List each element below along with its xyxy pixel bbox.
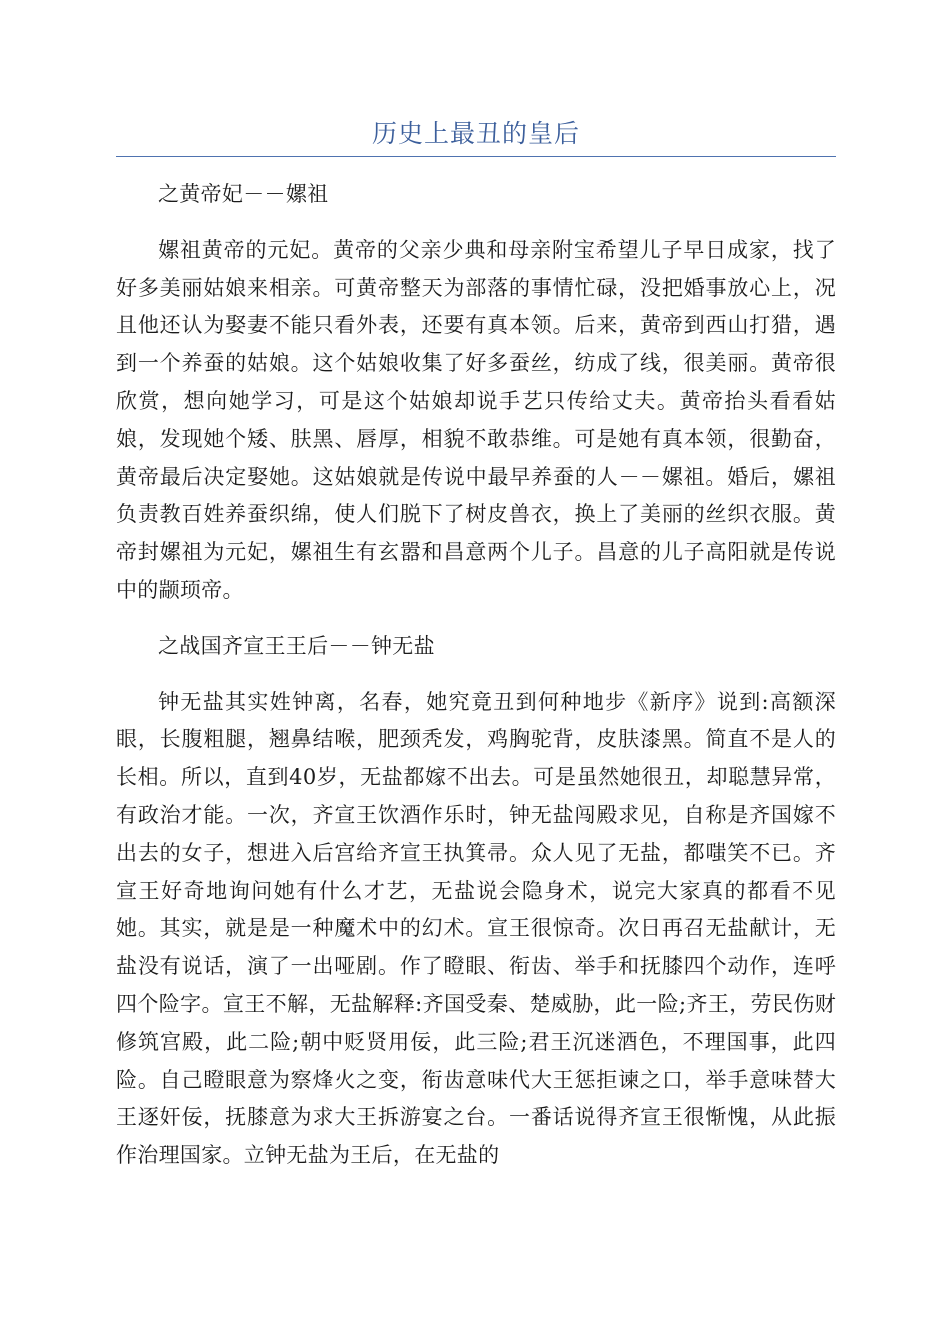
section-paragraph: 钟无盐其实姓钟离，名春，她究竟丑到何种地步《新序》说到:高额深眼，长腹粗腿，翘鼻结喉，肥颈秃发，鸡胸驼背，皮肤漆黑。简直不是人的长相。所以，直到40岁，无盐都嫁不出去。可是虽然她很丑，却聪慧异常，有政治才能。一次，齐宣王饮酒作乐时，钟无盐闯殿求见，自称是齐国嫁不出去的女子，想进入后宫给齐宣王执箕帚。众人见了无盐，都嗤笑不已。齐宣王好奇地询问她有什么才艺，无盐说会隐身术，说完大家真的都看不见她。其实，就是是一种魔术中的幻术。宣王很惊奇。次日再召无盐献计，无盐没有说话，演了一出哑剧。作了瞪眼、衔齿、举手和抚膝四个动作，连呼四个险字。宣王不解，无盐解释:齐国受秦、楚威胁，此一险;齐王，劳民伤财修筑宫殿，此二险;朝中贬贤用佞，此三险;君王沉迷酒色，不理国事，此四险。自己瞪眼意为察烽火之变，衔齿意味代大王惩拒谏之口，举手意味替大王逐奸佞，抚膝意为求大王拆游宴之台。一番话说得齐宣王很惭愧，从此振作治理国家。立钟无盐为王后，在无盐的	[116, 689, 836, 1168]
document-body	[116, 176, 836, 1193]
title-underline	[116, 156, 836, 157]
document-title: 历史上最丑的皇后	[371, 119, 580, 148]
section-heading: 之战国齐宣王王后－－钟无盐	[158, 633, 435, 658]
section-heading: 之黄帝妃－－嫘祖	[158, 182, 329, 206]
section-paragraph: 嫘祖黄帝的元妃。黄帝的父亲少典和母亲附宝希望儿子早日成家，找了好多美丽姑娘来相亲。可黄帝整天为部落的事情忙碌，没把婚事放心上，况且他还认为娶妻不能只看外表，还要有真本领。后来，黄帝到西山打猎，遇到一个养蚕的姑娘。这个姑娘收集了好多蚕丝，纺成了线，很美丽。黄帝很欣赏，想向她学习，可是这个姑娘却说手艺只传给丈夫。黄帝抬头看看姑娘，发现她个矮、肤黑、唇厚，相貌不敢恭维。可是她有真本领，很勤奋，黄帝最后决定娶她。这姑娘就是传说中最早养蚕的人－－嫘祖。婚后，嫘祖负责教百姓养蚕织绵，使人们脱下了树皮兽衣，换上了美丽的丝织衣服。黄帝封嫘祖为元妃，嫘祖生有玄嚣和昌意两个儿子。昌意的儿子高阳就是传说中的颛顼帝。	[116, 237, 836, 602]
